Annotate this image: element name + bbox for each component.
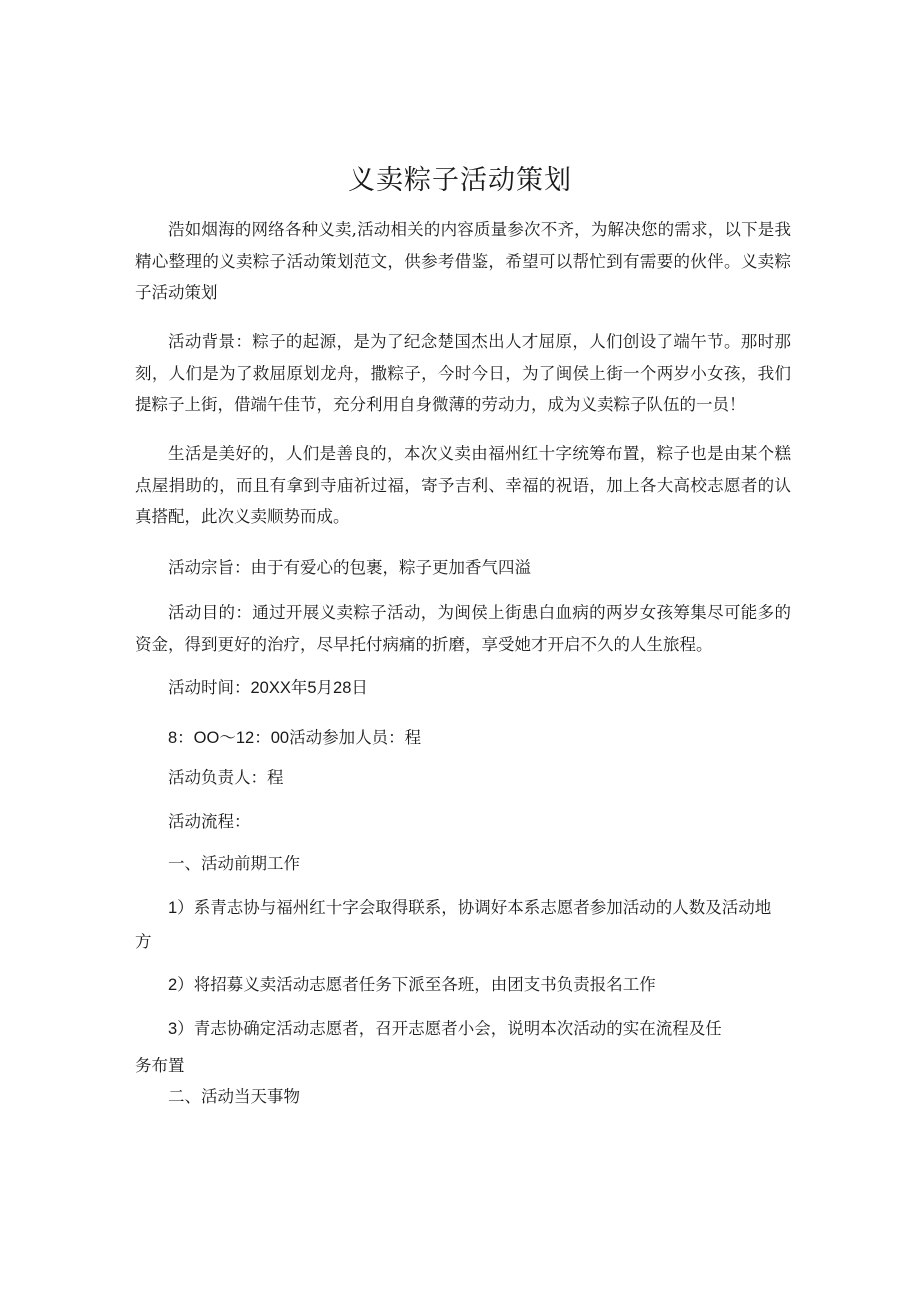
activity-time-label: 活动时间： [168,678,251,697]
activity-leader: 活动负责人：程 [168,768,284,787]
item-1-number: 1） [168,899,194,917]
life-paragraph: 生活是美好的，人们是善良的，本次义卖由福州红十字统筹布置，粽子也是由某个糕点屋捐助的，而且有拿到寺庙祈过福，寄予吉利、幸福的祝语，加上各大高校志愿者的认真搭配，此次义卖顺势而成。 [135,444,791,526]
activity-flow: 活动流程： [168,812,251,831]
participants: 活动参加人员：程 [289,728,422,747]
item-3-line-b: 务布置 [135,1056,185,1075]
item-3-line-a [168,1017,722,1041]
item-1-line-a [168,896,771,920]
background-paragraph: 活动背景：粽子的起源，是为了纪念楚国杰出人才屈原，人们创设了端午节。那时那刻，人们是为了救屈原划龙舟，撒粽子，今时今日，为了闽侯上街一个两岁小女孩，我们提粽子上街，借端午佳节，充分利用自身微薄的劳动力，成为义卖粽子队伍的一员！ [135,332,791,414]
activity-time-range: 8：OO～12：00 [168,729,290,747]
item-3-number: 3） [168,1020,194,1038]
goal-paragraph: 活动目的：通过开展义卖粽子活动，为闽侯上街患白血病的两岁女孩筹集尽可能多的资金，得到更好的治疗，尽早托付病痛的折磨，享受她才开启不久的人生旅程。 [135,603,791,654]
item-3-text: 青志协确定活动志愿者，召开志愿者小会，说明本次活动的实在流程及任 [193,1019,722,1038]
purpose-paragraph: 活动宗旨：由于有爱心的包裹，粽子更加香气四溢 [168,558,531,577]
activity-time [168,676,368,700]
item-1-text: 系青志协与福州红十字会取得联系，协调好本系志愿者参加活动的人数及活动地 [193,898,772,917]
item-2-text: 将招募义卖活动志愿者任务下派至各班，由团支书负责报名工作 [193,975,656,994]
section-two-heading: 二、活动当天事物 [168,1087,300,1106]
item-1-line-b: 方 [135,932,152,951]
item-2-number: 2） [168,976,194,994]
section-one-heading: 一、活动前期工作 [168,854,300,873]
activity-time-value: 20XX年5月28日 [250,679,368,697]
item-2 [168,973,656,997]
intro-paragraph: 浩如烟海的网络各种义卖,活动相关的内容质量参次不齐，为解决您的需求，以下是我精心整理的义卖粽子活动策划范文，供参考借鉴，希望可以帮忙到有需要的伙伴。义卖粽子活动策划 [135,220,791,302]
time-and-participants [168,726,421,750]
document-title: 义卖粽子活动策划 [348,165,572,196]
